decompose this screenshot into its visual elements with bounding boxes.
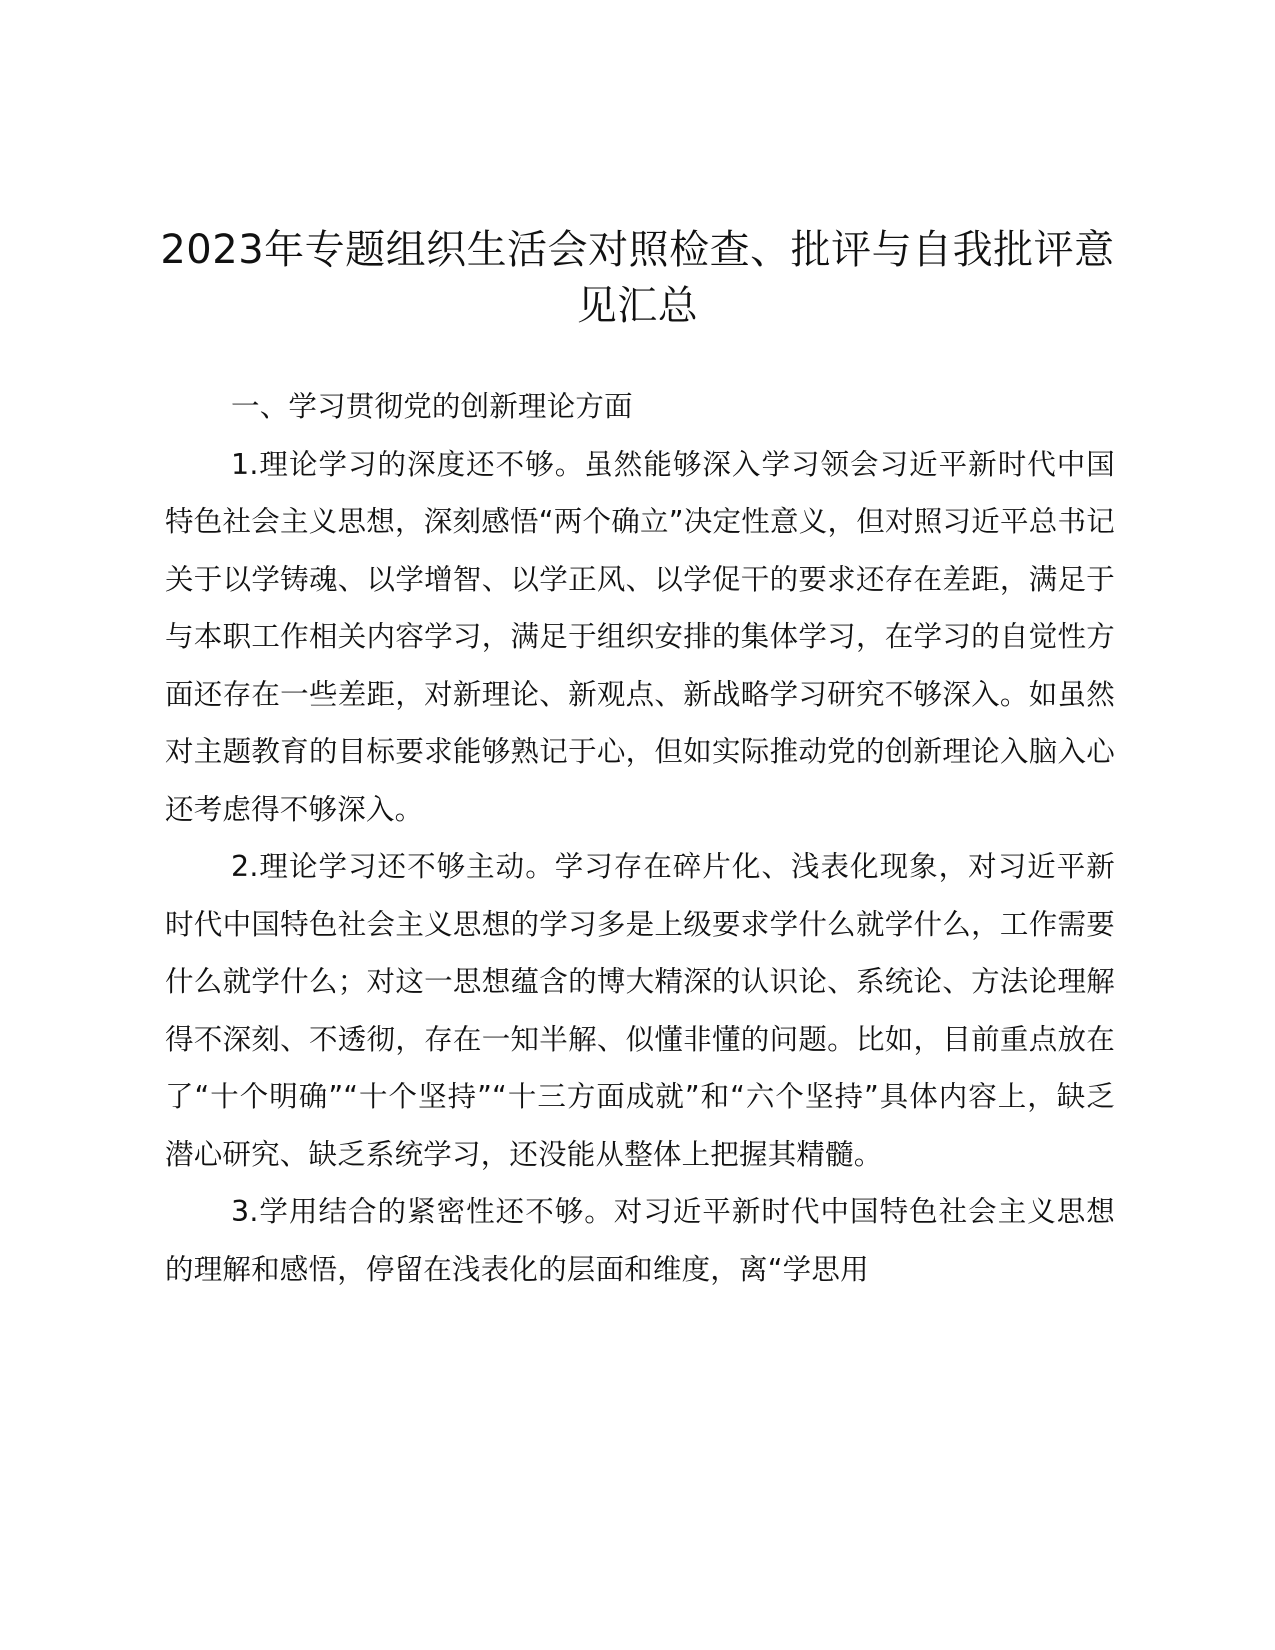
document-title: 2023年专题组织生活会对照检查、批评与自我批评意见汇总 [160, 227, 1115, 329]
document-body [165, 378, 1115, 1298]
paragraph-2: 2.理论学习还不够主动。学习存在碎片化、浅表化现象，对习近平新时代中国特色社会主义思想的学习多是上级要求学什么就学什么，工作需要什么就学什么；对这一思想蕴含的博大精深的认识论、系统论、方法论理解得不深刻、不透彻，存在一知半解、似懂非懂的问题。比如，目前重点放在了“十个明确”“十个坚持”“十三方面成就”和“六个坚持”具体内容上，缺乏潜心研究、缺乏系统学习，还没能从整体上把握其精髓。 [165, 850, 1115, 1171]
section-heading: 一、学习贯彻党的创新理论方面 [231, 390, 633, 423]
paragraph-1: 1.理论学习的深度还不够。虽然能够深入学习领会习近平新时代中国特色社会主义思想，深刻感悟“两个确立”决定性意义，但对照习近平总书记关于以学铸魂、以学增智、以学正风、以学促干的要求还存在差距，满足于与本职工作相关内容学习，满足于组织安排的集体学习，在学习的自觉性方面还存在一些差距，对新理论、新观点、新战略学习研究不够深入。如虽然对主题教育的目标要求能够熟记于心，但如实际推动党的创新理论入脑入心还考虑得不够深入。 [165, 447, 1115, 826]
paragraph-3: 3.学用结合的紧密性还不够。对习近平新时代中国特色社会主义思想的理解和感悟，停留在浅表化的层面和维度，离“学思用 [165, 1195, 1115, 1286]
